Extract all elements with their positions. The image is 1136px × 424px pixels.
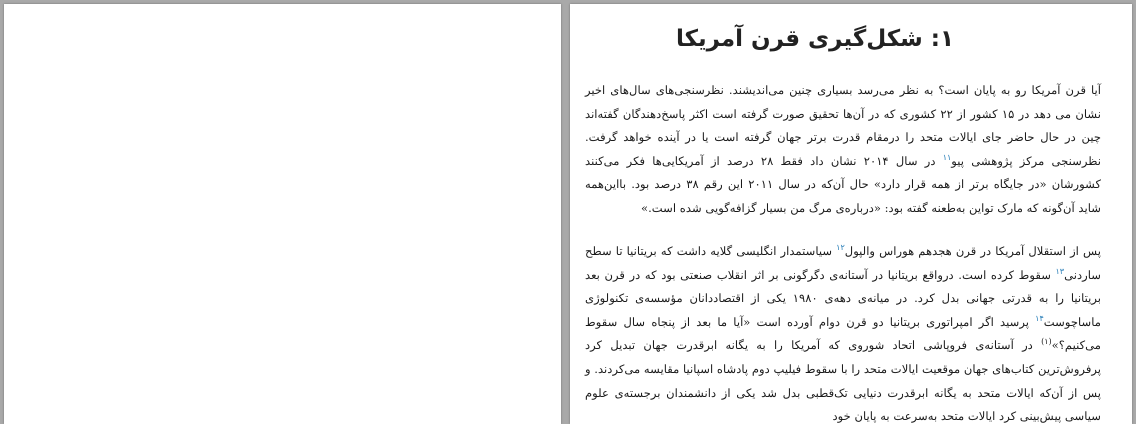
footnote-marker[interactable]: ۱۱ [942,152,952,162]
paragraph-text: سیاستمدار انگلیسی گلایه داشت که بریتانیا تا سطح ساردنی [585,244,1101,282]
endnote-marker[interactable]: (۱) [1041,337,1052,347]
chapter-title: ۱: شکل‌گیری قرن آمریکا [675,26,954,52]
paragraph-text: پس از استقلال آمریکا در قرن هجدهم هوراس والپول [844,244,1101,258]
footnote-marker[interactable]: ۱۴ [1035,313,1044,323]
paragraph-text: پرسید اگر امپراتوری بریتانیا دو قرن دوام آورده است «آیا ما بعد از پنجاه سال سقوط می‌کنیم؟» [585,314,1101,353]
footnote-marker[interactable]: ۱۳ [1055,266,1065,276]
paragraph-text: در سال ۲۰۱۴ نشان داد فقط ۲۸ درصد از آمریکایی‌ها فکر می‌کنند کشورشان «در جایگاه برتر از همه قرار دارد» حال آن‌که در سال ۲۰۱۱ این رقم ۳۸ درصد بود. بااین‌همه شاید آن‌گونه که مارک تواین به‌طعنه گفته بود: «درباره‌ی مرگ من بسیار گزافه‌گویی شده است.» [585,153,1101,215]
paragraph-1 [585,79,1101,221]
paragraph-2 [585,240,1101,424]
paragraph-text: آیا قرن آمریکا رو به پایان است؟ به نظر می‌رسد بسیاری چنین می‌اندیشند. نظرسنجی‌های سال‌های اخیر نشان می دهد در ۱۵ کشور از ۲۲ کشوری که در آن‌ها تحقیق صورت گرفته است اکثر پاسخ‌دهندگان گفته‌اند چین در حال حاضر جای ایالات متحد را درمقام قدرت برتر جهان گرفته است یا در آینده خواهد گرفت. نظرسنجی مرکز پژوهشی پیو [585,83,1101,168]
right-page [570,4,1132,424]
paragraph-text: در آستانه‌ی فروپاشی اتحاد شوروی که آمریکا را به یگانه ابرقدرت جهان تبدیل کرد پرفروش‌ترین کتاب‌های جهان موقعیت ایالات متحد را با سقوط فیلیپ دوم پادشاه اسپانیا مقایسه می‌کردند. و پس از آن‌که ایالات متحد به یگانه ابرقدرت دنیایی تک‌قطبی بدل شد یکی از دانشمندان برجسته‌ی علوم سیاسی پیش‌بینی کرد ایالات متحد به‌سرعت به پایان خود [585,338,1101,424]
blank-left-page [4,4,561,424]
footnote-marker[interactable]: ۱۲ [836,243,845,253]
paragraph-text: سقوط کرده است. درواقع بریتانیا در آستانه‌ی دگرگونی بر اثر انقلاب صنعتی بود که در قرن بعد بریتانیا را به قدرتی جهانی بدل کرد. در میانه‌ی دهه‌ی ۱۹۸۰ یکی از اقتصاددانان مؤسسه‌ی تکنولوژی ماساچوست [585,267,1101,329]
